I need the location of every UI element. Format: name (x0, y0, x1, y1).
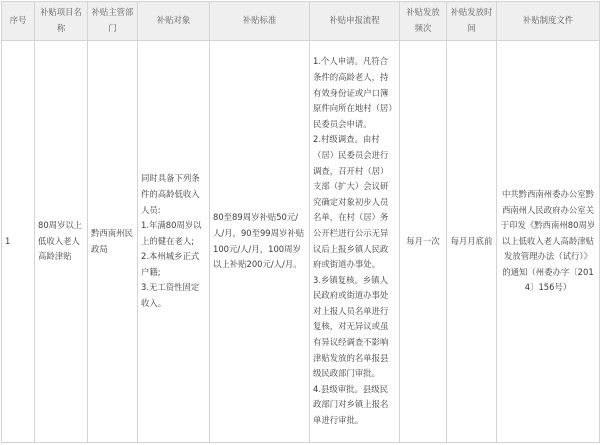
table-row (2, 41, 600, 443)
cell-project: 80周岁以上低收入老人高龄津贴 (35, 41, 88, 443)
cell-process (310, 41, 400, 443)
header-standard: 补贴标准 (210, 2, 310, 41)
header-process: 补贴申报流程 (310, 2, 400, 41)
target-line: 同时具备下列条件的高龄低收入人员: (141, 173, 200, 215)
cell-department: 黔西南州民政局 (88, 41, 138, 443)
process-step: 1.个人申请。凡符合条件的高龄老人，持有效身份证或户口簿原件向所在地村（居）民委员会申请。 (313, 56, 393, 129)
header-department: 补贴主管部门 (88, 2, 138, 41)
header-document: 补贴制度文件 (497, 2, 600, 41)
subsidy-table (1, 1, 600, 443)
cell-target (138, 41, 210, 443)
table-header-row (2, 2, 600, 41)
header-target: 补贴对象 (138, 2, 210, 41)
process-step: 4.县级审批。县级民政部门对乡镇上报名单进行审批。 (313, 383, 389, 426)
cell-frequency: 每月一次 (400, 41, 447, 443)
cell-document: 中共黔西南州委办公室黔西南州人民政府办公室关于印发《黔西南州80周岁以上低收入老人高龄津贴发放管理办法（试行）》的通知（州委办字〔2014〕156号） (497, 41, 600, 443)
target-line: 2.本州城乡正式户籍; (141, 251, 200, 277)
cell-standard: 80至89周岁补贴50元/人/月，90至99周岁补贴100元/人/月，100周岁以上补贴200元/人/月。 (210, 41, 310, 443)
header-frequency: 补贴发放频次 (400, 2, 447, 41)
process-step: 3.乡镇复核。乡镇人民政府或街道办事处对上报人员名单进行复核，对无异议或虽有异议经调查不影响津贴发放的名单报县级民政部门审批。 (313, 274, 389, 379)
header-index: 序号 (2, 2, 35, 41)
target-line: 3.无工资性固定收入。 (141, 282, 200, 309)
header-project: 补贴项目名称 (35, 2, 88, 41)
cell-index: 1 (2, 41, 35, 443)
target-line: 1.年满80周岁以上的健在老人; (141, 220, 202, 246)
process-step: 2.村级调查。由村（居）民委员会进行调查，召开村（居）支部（扩大）会议研究确定对象初步人员名单，在村（居）务公开栏进行公示无异议后上报乡镇人民政府或街道办事处。 (313, 134, 389, 270)
header-time: 补贴发放时间 (447, 2, 497, 41)
cell-time: 每月月底前 (447, 41, 497, 443)
